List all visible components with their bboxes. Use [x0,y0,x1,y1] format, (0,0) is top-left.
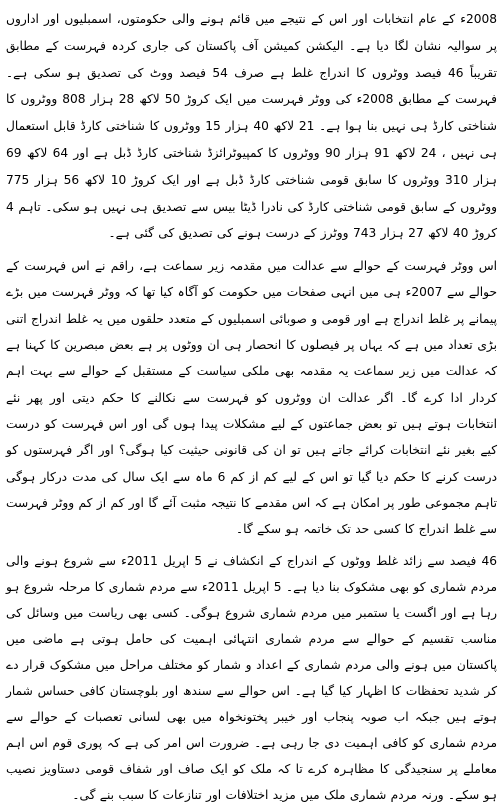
paragraph-census: 46 فیصد سے زائد غلط ووٹوں کے اندراج کے انکشاف نے 5 اپریل 2011ء سے شروع ہونے والی مردم شماری کو بھی مشکوک بنا دیا ہے۔ 5 اپریل 2011ء سے مردم شماری کا مرحلہ شروع ہو رہا ہے اور اگست یا ستمبر میں مردم شماری شروع ہوگی۔ کسی بھی ریاست میں وسائل کی مناسب تقسیم کے حوالے سے مردم شماری انتہائی اہمیت کی حامل ہوتی ہے ماضی میں پاکستان میں ہونے والی مردم شماری کے اعداد و شمار کو مختلف مراحل میں مشکوک قرار دے کر شدید تحفظات کا اظہار کیا گیا ہے۔ اس حوالے سے سندھ اور بلوچستان کافی حساس شمار ہوتے ہیں جبکہ اب صوبہ پنجاب اور خیبر پختونخواہ میں بھی لسانی تعصبات کے حوالے سے مردم شماری کو کافی اہمیت دی جا رہی ہے۔ ضرورت اس امر کی ہے کہ پوری قوم اس اہم معاملے پر سنجیدگی کا مظاہرہ کرے تا کہ ملک کو ایک صاف اور شفاف قومی دستاویز نصیب ہو سکے۔ ورنہ مردم شماری ملک میں مزید اختلافات اور تنازعات کا سبب بنے گی۔ [6,554,497,803]
paragraph-court-case: اس ووٹر فہرست کے حوالے سے عدالت میں مقدمہ زیر سماعت ہے، راقم نے اس فہرست کے حوالے سے 2007ء ہی میں انہی صفحات میں حکومت کو آگاہ کیا تھا کہ ووٹر فہرست میں بڑے پیمانے پر غلط اندراج ہے اور قومی و صوبائی اسمبلیوں کے متعدد حلقوں میں یہ غلط اندراج اتنی بڑی تعداد میں ہے کہ یہاں پر فیصلوں کا انحصار ہی ان ووٹوں پر ہے بعض مبصرین کا کہنا ہے کہ عدالت میں زیر سماعت یہ مقدمہ بھی ملکی سیاست کے مستقبل کے حوالے سے بہت اہم کردار ادا کرے گا۔ اگر عدالت ان ووٹروں کو فہرست سے نکالنے کا حکم دیتی اور پھر نئے انتخابات ہوتے ہیں تو بعض جماعتوں کے لیے مشکلات پیدا ہوں گی اور اس فہرست کو درست کیے بغیر نئے انتخابات کرائے جاتے ہیں تو ان کی قانونی حیثیت کیا ہوگی؟ اور اگر فہرستوں کو درست کرنے کا حکم دیا گیا تو اس کے لیے کم از کم 6 ماہ سے ایک سال کی مدت درکار ہوگی تاہم مجموعی طور پر امکان ہے کہ اس مقدمے کا نتیجہ مثبت آئے گا اور کم از کم ووٹر فہرست سے غلط اندراج کا کسی حد تک خاتمہ ہو سکے گا۔ [6,259,497,537]
paragraph-voter-list-errors: 2008ء کے عام انتخابات اور اس کے نتیجے میں قائم ہونے والی حکومتوں، اسمبلیوں اور اداروں پر سوالیہ نشان لگا دیا ہے۔ الیکشن کمیشن آف پاکستان کی جاری کردہ فہرست کے مطابق تقریباً 46 فیصد ووٹروں کا اندراج غلط ہے صرف 54 فیصد ووٹ کی تصدیق ہو سکی ہے۔ فہرست کے مطابق 2008ء کی ووٹر فہرست میں ایک کروڑ 50 لاکھ 28 ہزار 808 ووٹروں کا شناختی کارڈ ہی نہیں بنا ہوا ہے۔ 21 لاکھ 40 ہزار 15 ووٹروں کا شناختی کارڈ قابل استعمال ہی نہیں ، 24 لاکھ 91 ہزار 90 ووٹروں کا کمپیوٹرائزڈ شناختی کارڈ ڈبل ہے اور 64 لاکھ 69 ہزار 310 ووٹروں کا سابق قومی شناختی کارڈ ڈبل ہے اور ایک کروڑ 10 لاکھ 56 ہزار 775 ووٹروں کے سابق قومی شناختی کارڈ کی نادرا ڈیٹا بیس سے تصدیق ہی نہیں ہو سکی۔ تاہم 4 کروڑ 40 لاکھ 27 ہزار 743 ووٹرز کے درست ہونے کی تصدیق کی گئی ہے۔ [6,12,498,241]
